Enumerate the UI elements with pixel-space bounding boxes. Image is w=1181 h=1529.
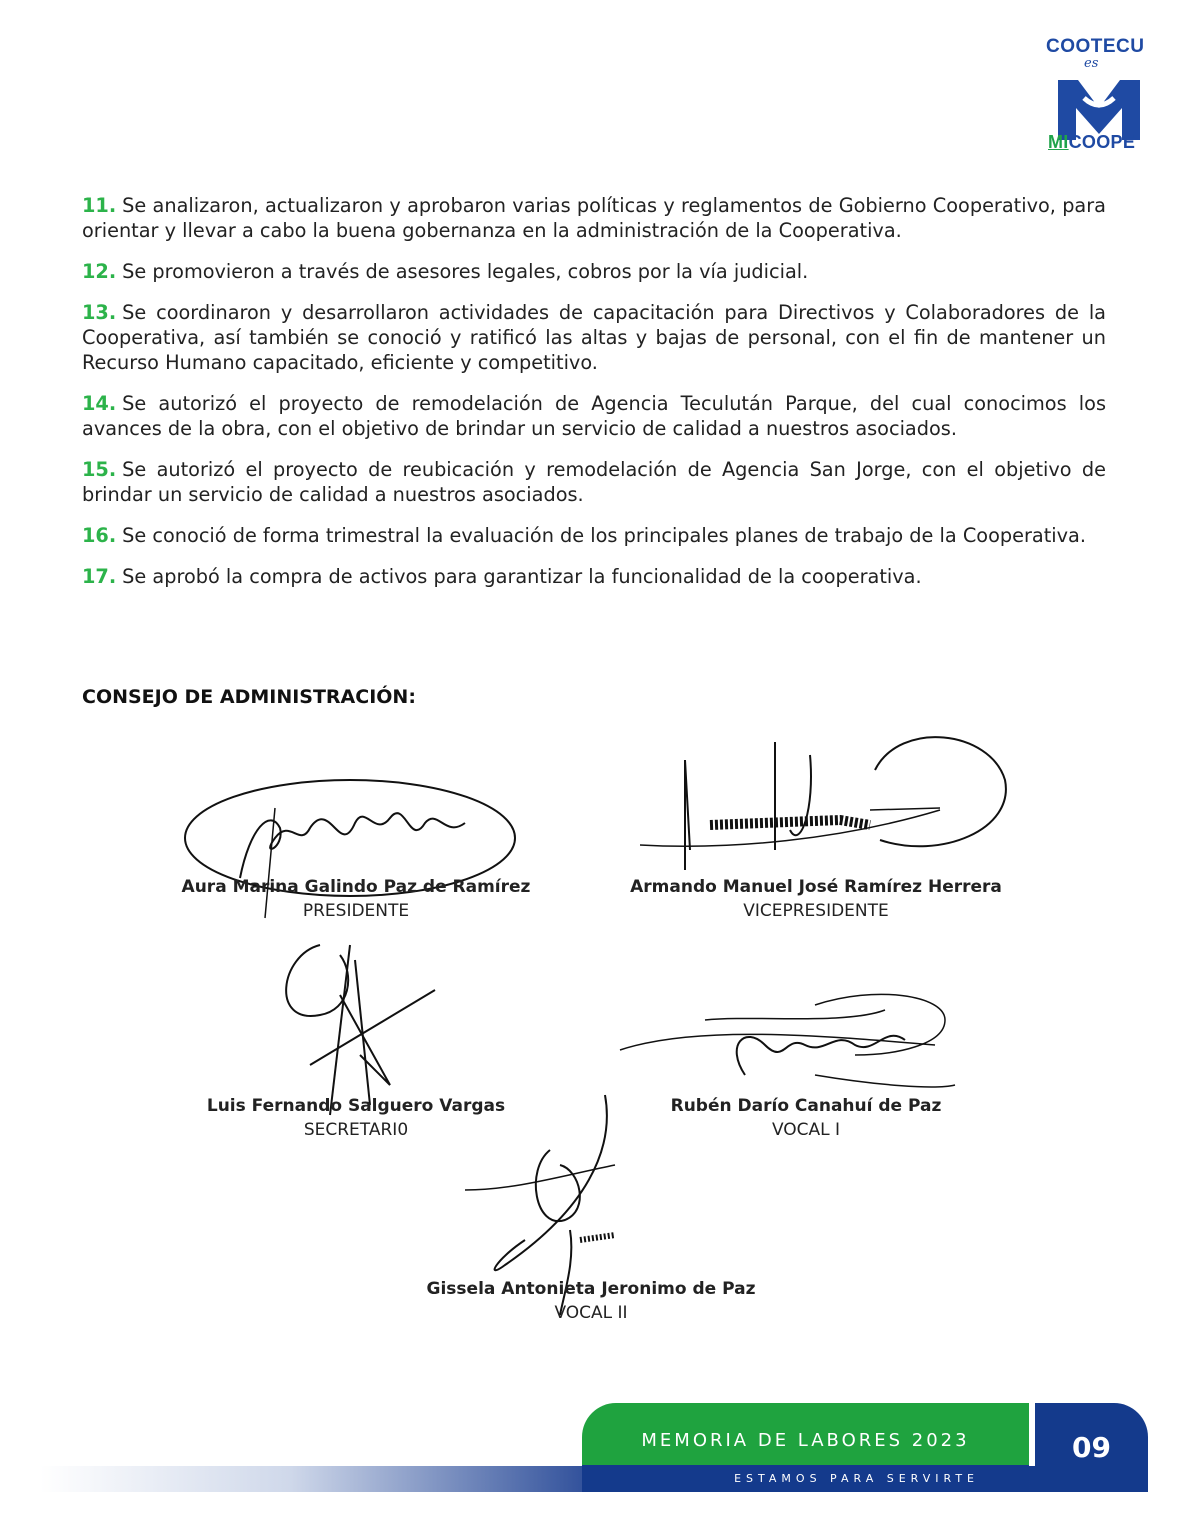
- council-title: CONSEJO DE ADMINISTRACIÓN:: [82, 686, 416, 708]
- cootecu-micoope-logo: [1040, 30, 1158, 155]
- list-item: 16. Se conoció de forma trimestral la evaluación de los principales planes de trabajo de la Cooperativa.: [82, 524, 1086, 547]
- list-item: 15. Se autorizó el proyecto de reubicación y remodelación de Agencia San Jorge, con el objetivo de brindar un servicio de calidad a nuestros asociados.: [82, 458, 1106, 506]
- signatory-vocal-ii: [411, 1279, 771, 1323]
- signatory-secretario: [186, 1096, 526, 1140]
- signatory-role: VICEPRESIDENTE: [743, 901, 889, 921]
- signatory-vicepresidente: [616, 877, 1016, 921]
- list-item: 14. Se autorizó el proyecto de remodelación de Agencia Teculután Parque, del cual conocimos los avances de la obra, con el objetivo de brindar un servicio de calidad a nuestros asociados.: [82, 392, 1106, 440]
- signatory-role: VOCAL II: [554, 1303, 628, 1323]
- list-item: 13. Se coordinaron y desarrollaron actividades de capacitación para Directivos y Colaboradores de la Cooperativa, así también se conoció y ratificó las altas y bajas de personal, con el fin de mantener un Recurso Humano capacitado, eficiente y competitivo.: [82, 301, 1106, 374]
- signature-vocal-i: [615, 985, 960, 1105]
- list-item: 17. Se aprobó la compra de activos para garantizar la funcionalidad de la cooperativa.: [82, 565, 922, 588]
- logo-bottom-text: MICOOPE: [1048, 132, 1136, 152]
- signatory-role: SECRETARI0: [303, 1120, 409, 1140]
- signatory-name: Armando Manuel José Ramírez Herrera: [630, 877, 1002, 897]
- logo-middle-text: es: [1084, 56, 1099, 71]
- signatory-name: Luis Fernando Salguero Vargas: [206, 1096, 506, 1116]
- signatory-role: PRESIDENTE: [302, 901, 410, 921]
- signatory-role: VOCAL I: [771, 1120, 841, 1140]
- logo-top-text: COOTECU: [1046, 36, 1145, 57]
- list-item: 12. Se promovieron a través de asesores legales, cobros por la vía judicial.: [82, 260, 809, 283]
- signatory-name: Gissela Antonieta Jeronimo de Paz: [426, 1279, 756, 1299]
- signatory-name: Aura Marina Galindo Paz de Ramírez: [181, 877, 531, 897]
- footer-slogan: ESTAMOS PARA SERVIRTE: [734, 1472, 979, 1485]
- page-number: 09: [1072, 1431, 1111, 1464]
- footer-title: MEMORIA DE LABORES 2023: [641, 1430, 970, 1451]
- agreements-list: [82, 193, 1106, 605]
- signatory-presidente: [166, 877, 546, 921]
- list-item: 11. Se analizaron, actualizaron y aprobaron varias políticas y reglamentos de Gobierno Cooperativo, para orientar y llevar a cabo la buena gobernanza en la administración de la Cooperativa.: [82, 194, 1106, 242]
- signatory-name: Rubén Darío Canahuí de Paz: [670, 1096, 942, 1116]
- signature-vicepresidente: [640, 730, 1020, 880]
- signatory-vocal-i: [646, 1096, 966, 1140]
